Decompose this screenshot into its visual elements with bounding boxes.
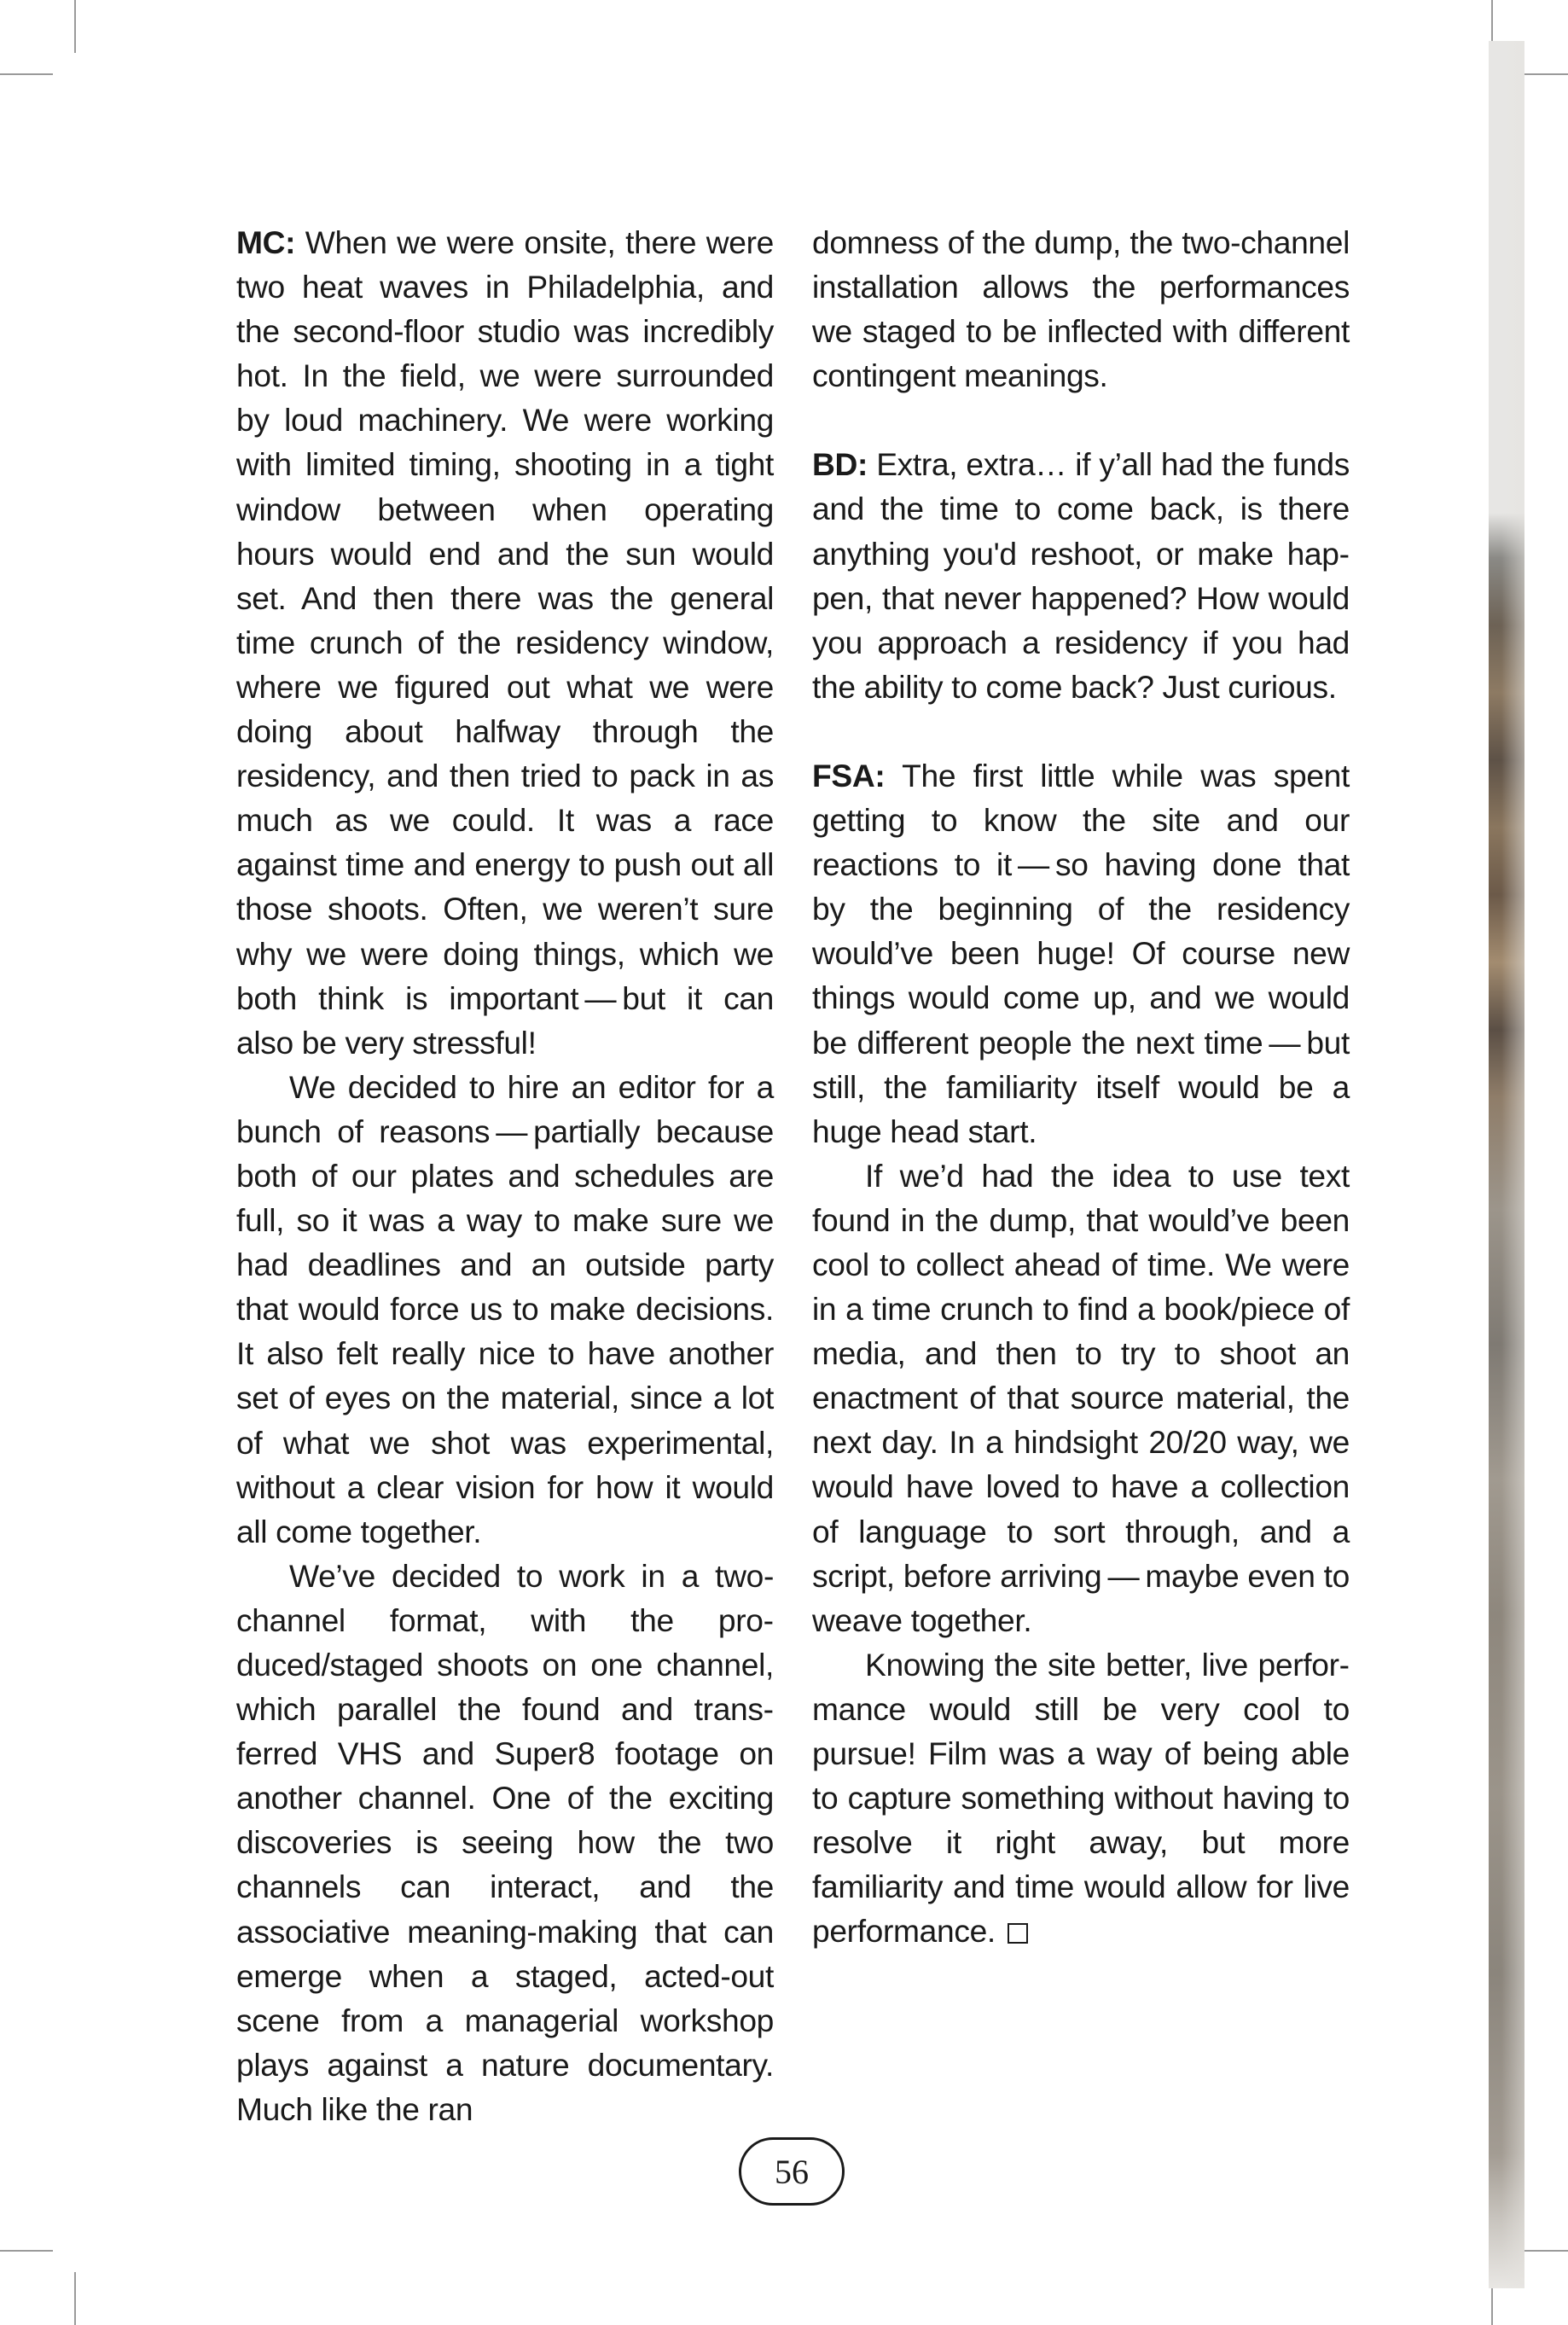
page-number-badge xyxy=(739,2137,845,2206)
paragraph-text: Extra, extra… if y’all had the funds and the time to come back, is there anything you'd reshoot, or make happen, that never happened? How would you approach a residency if you had the ability to come back? Just curious. xyxy=(812,446,1350,705)
left-text-column xyxy=(236,220,774,2131)
paragraph-mc-answer xyxy=(236,220,774,1065)
paragraph-bd-question xyxy=(812,442,1350,709)
paragraph-continued: domness of the dump, the two-channel installation allows the performances we staged to be inflected with different contingent meanings. xyxy=(812,224,1350,394)
crop-mark-top-left-vertical xyxy=(74,0,76,53)
paragraph-text-found: If we’d had the idea to use text found in the dump, that would’ve been cool to collect ahead of time. We were in a time crunch to find a book/piece of media, and then to try to shoot an enactment of that source material, the next day. In a hindsight 20/20 way, we would have loved to have a collection of language to sort through, and a script, before arriving — maybe even to weave together. xyxy=(812,1157,1350,1638)
paragraph-live-performance xyxy=(812,1642,1350,1954)
speaker-label-bd: BD: xyxy=(812,446,868,483)
paragraph-fsa-answer xyxy=(812,753,1350,1154)
crop-mark-bottom-left-horizontal xyxy=(0,2250,53,2252)
page-number: 56 xyxy=(775,2152,809,2191)
paragraph-text: The first little while was spent getting to know the site and our reactions to it — so having done that by the beginning of the residency would’ve been huge! Of course new things would come up, and we would be different people the next time — but still, the familiarity itself would be a huge head start. xyxy=(812,757,1350,1149)
end-of-article-square-icon xyxy=(1008,1923,1028,1944)
crop-mark-top-left-horizontal xyxy=(0,73,53,75)
paragraph-text: Knowing the site better, live performance would still be very cool to pursue! Film was a way of being able to capture something without having to resolve it right away, but more familiarity and time would allow for live performance. xyxy=(812,1646,1350,1950)
paragraph-text: When we were onsite, there were two heat waves in Philadelphia, and the second-floor studio was incredibly hot. In the field, we were surrounded by loud machinery. We were working with limited timing, shooting in a tight window between when operating hours would end and the sun would set. And then there was the general time crunch of the residency window, where we figured out what we were doing about halfway through the residency, and then tried to pack in as much as we could. It was a race against time and energy to push out all those shoots. Often, we weren’t sure why we were doing things, which we both think is important — but it can also be very stressful! xyxy=(236,224,774,1061)
speaker-label-fsa: FSA: xyxy=(812,757,886,793)
speaker-label-mc: MC: xyxy=(236,224,296,260)
crop-mark-bottom-left-vertical xyxy=(74,2272,76,2325)
right-text-column xyxy=(812,220,1350,1953)
paragraph-two-channel: We’ve decided to work in a two-channel format, with the produced/staged shoots on one channel, which parallel the found and transferred VHS and Super8 footage on another channel. One of the exciting discoveries is seeing how the two channels can interact, and the associative meaning-making that can emerge when a staged, acted-out scene from a managerial workshop plays against a nature documentary. Much like the ran xyxy=(236,1557,774,2127)
photo-bleed-overlay xyxy=(1501,41,1524,2288)
paragraph-editor: We decided to hire an editor for a bunch of reasons — partially because both of our plates and schedules are full, so it was a way to make sure we had deadlines and an outside party that would force us to make decisions. It also felt really nice to have another set of eyes on the material, since a lot of what we shot was experimental, without a clear vision for how it would all come together. xyxy=(236,1068,774,1549)
